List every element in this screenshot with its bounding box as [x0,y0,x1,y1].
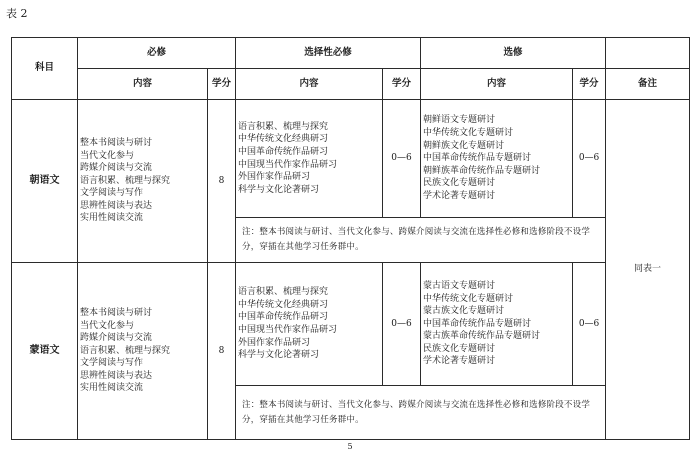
list-item: 中国革命传统作品研习 [238,146,329,157]
list-item: 实用性阅读交流 [80,213,144,224]
table-caption: 表 2 [6,7,28,20]
list-item: 外国作家作品研习 [238,337,311,348]
list-item: 蒙古族革命传统作品专题研讨 [423,331,541,342]
list-item: 朝鲜族文化专题研讨 [423,140,505,151]
list-item: 中华传统文化经典研习 [238,134,329,145]
list-item: 跨媒介阅读与交流 [80,333,153,344]
list-item: 语言积累、梳理与探究 [80,175,171,186]
curriculum-table [11,37,690,440]
list-item: 文学阅读与写作 [80,358,144,369]
list-item: 中华传统文化专题研讨 [423,293,514,304]
list-item: 朝鲜族革命传统作品专题研讨 [423,165,541,176]
list-item: 民族文化专题研讨 [423,178,496,189]
subject-cell: 蒙语文 [12,263,78,440]
header-elective-credits: 学分 [573,69,606,100]
elective-required-content-cell [236,263,383,386]
list-item: 朝鲜语文专题研讨 [423,115,496,126]
list-item: 实用性阅读交流 [80,383,144,394]
header-elective-required-content: 内容 [236,69,383,100]
list-item: 思辨性阅读与表达 [80,200,153,211]
list-item: 中国现当代作家作品研习 [238,159,338,170]
header-required: 必修 [78,38,236,69]
required-credits-cell: 8 [208,263,236,440]
list-item: 思辨性阅读与表达 [80,370,153,381]
elective-required-credits-cell: 0—6 [383,100,421,218]
list-item: 中华传统文化专题研讨 [423,128,514,139]
list-item: 学术论著专题研讨 [423,190,496,201]
list-item: 蒙古语文专题研讨 [423,280,496,291]
list-item: 中国革命传统作品专题研讨 [423,318,532,329]
list-item: 整本书阅读与研讨 [80,307,153,318]
list-item: 科学与文化论著研习 [238,184,320,195]
elective-content-cell [421,263,573,386]
required-credits-cell: 8 [208,100,236,263]
list-item: 中国革命传统作品研习 [238,312,329,323]
header-elective-required-credits: 学分 [383,69,421,100]
list-item: 整本书阅读与研讨 [80,137,153,148]
list-item: 语言积累、梳理与探究 [238,287,329,298]
list-item: 文学阅读与写作 [80,188,144,199]
list-item: 中华传统文化经典研习 [238,299,329,310]
header-blank [606,38,690,69]
note-cell: 注：整本书阅读与研讨、当代文化参与、跨媒介阅读与交流在选择性必修和选修阶段不设学分，穿插在其他学习任务群中。 [236,386,606,440]
remarks-cell: 同表一 [606,100,690,440]
page-number: 5 [347,442,353,451]
elective-content-cell [421,100,573,218]
list-item: 当代文化参与 [80,150,135,161]
list-item: 民族文化专题研讨 [423,343,496,354]
list-item: 蒙古族文化专题研讨 [423,306,505,317]
subject-cell: 朝语文 [12,100,78,263]
list-item: 当代文化参与 [80,320,135,331]
required-content-cell [78,263,208,440]
elective-required-content-cell [236,100,383,218]
header-elective-content: 内容 [421,69,573,100]
elective-required-credits-cell: 0—6 [383,263,421,386]
list-item: 中国现当代作家作品研习 [238,325,338,335]
elective-credits-cell: 0—6 [573,100,606,218]
header-required-credits: 学分 [208,69,236,100]
list-item: 语言积累、梳理与探究 [238,121,329,132]
header-remarks: 备注 [606,69,690,100]
list-item: 外国作家作品研习 [238,172,311,183]
header-required-content: 内容 [78,69,208,100]
note-cell: 注：整本书阅读与研讨、当代文化参与、跨媒介阅读与交流在选择性必修和选修阶段不设学分，穿插在其他学习任务群中。 [236,218,606,263]
list-item: 学术论著专题研讨 [423,356,496,367]
list-item: 语言积累、梳理与探究 [80,345,171,356]
header-subject: 科目 [12,38,78,100]
list-item: 中国革命传统作品专题研讨 [423,153,532,164]
list-item: 科学与文化论著研习 [238,350,320,361]
header-elective: 选修 [421,38,606,69]
elective-credits-cell: 0—6 [573,263,606,386]
header-elective-required: 选择性必修 [236,38,421,69]
list-item: 跨媒介阅读与交流 [80,163,153,174]
required-content-cell [78,100,208,263]
